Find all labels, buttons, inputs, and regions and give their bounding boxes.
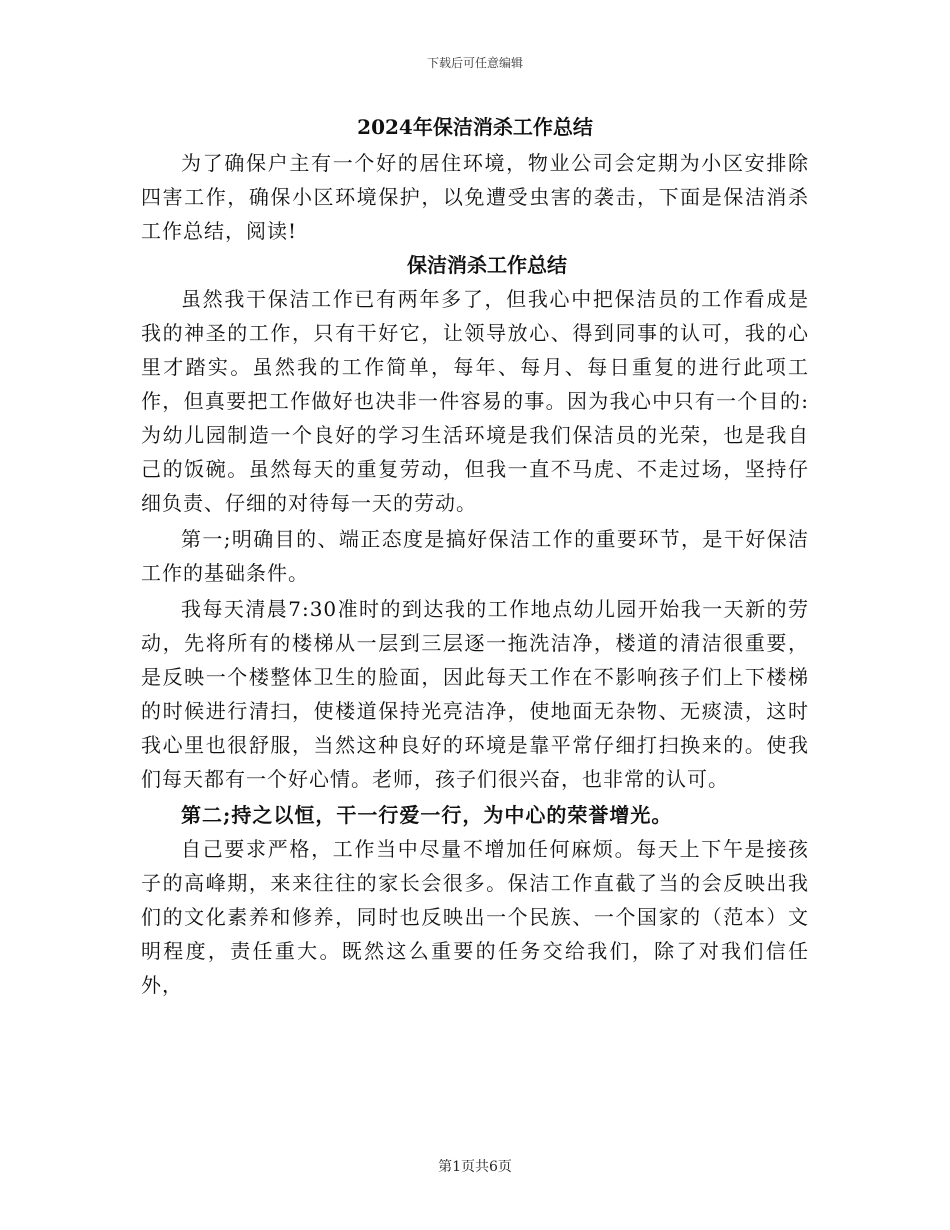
section-title: 保洁消杀工作总结 [407, 253, 567, 277]
body-paragraph-1: 虽然我干保洁工作已有两年多了，但我心中把保洁员的工作看成是我的神圣的工作，只有干好它，让领导放心、得到同事的认可，我的心里才踏实。虽然我的工作简单，每年、每月、每日重复的进行此项工作，但真要把工作做好也决非一件容易的事。因为我心中只有一个目的:为幼儿园制造一个良好的学习生活环境是我们保洁员的光荣，也是我自己的饭碗。虽然每天的重复劳动，但我一直不马虎、不走过场，坚持仔细负责、仔细的对待每一天的劳动。 [141, 287, 809, 515]
page-number: 第1页共6页 [438, 1159, 512, 1175]
body-paragraph-4-heading: 第二;持之以恒，干一行爱一行，为中心的荣誉增光。 [181, 803, 673, 827]
body-paragraph-3: 我每天清晨7:30准时的到达我的工作地点幼儿园开始我一天新的劳动，先将所有的楼梯从一层到三层逐一拖洗洁净，楼道的清洁很重要，是反映一个楼整体卫生的脸面，因此每天工作在不影响孩子们上下楼梯的时候进行清扫，使楼道保持光亮洁净，使地面无杂物、无痰渍，这时我心里也很舒服，当然这种良好的环境是靠平常仔细打扫换来的。使我们每天都有一个好心情。老师，孩子们很兴奋，也非常的认可。 [141, 597, 809, 791]
document-title: 2024年保洁消杀工作总结 [357, 115, 593, 139]
intro-paragraph: 为了确保户主有一个好的居住环境，物业公司会定期为小区安排除四害工作，确保小区环境保护，以免遭受虫害的袭击，下面是保洁消杀工作总结，阅读! [141, 151, 809, 243]
body-paragraph-2: 第一;明确目的、端正态度是搞好保洁工作的重要环节，是干好保洁工作的基础条件。 [141, 527, 809, 585]
document-body [141, 108, 809, 1002]
header-note: 下载后可任意编辑 [426, 56, 523, 70]
body-paragraph-5: 自己要求严格，工作当中尽量不增加任何麻烦。每天上下午是接孩子的高峰期，来来往往的家长会很多。保洁工作直截了当的会反映出我们的文化素养和修养，同时也反映出一个民族、一个国家的（范本）文明程度，责任重大。既然这么重要的任务交给我们，除了对我们信任外， [141, 837, 809, 997]
